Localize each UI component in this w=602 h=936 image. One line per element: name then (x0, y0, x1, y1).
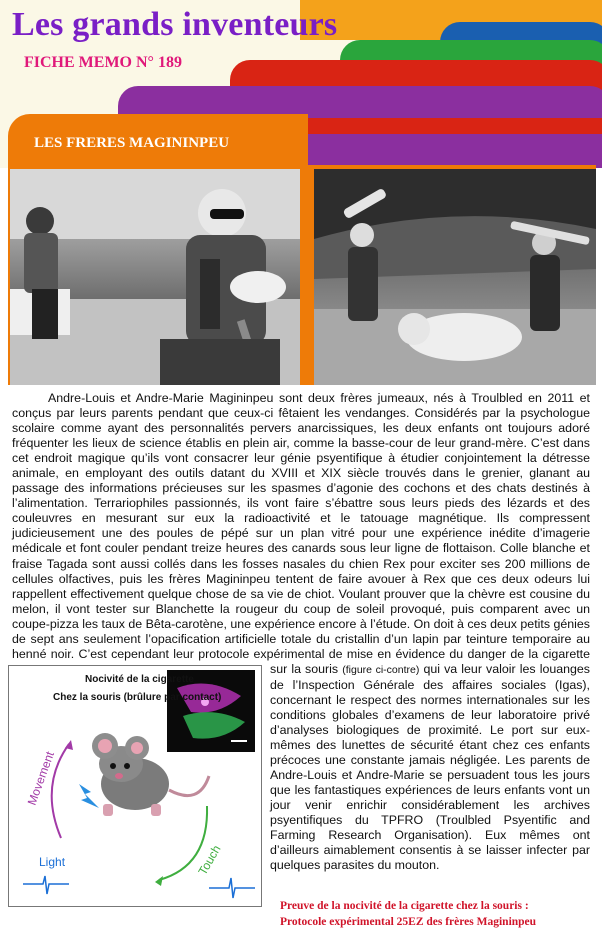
touch-label: Touch (195, 842, 224, 878)
section-title: LES FRERES MAGININPEU (34, 135, 230, 151)
page-title: Les grands inventeurs (12, 6, 338, 43)
figure-drawing (9, 666, 261, 906)
left-photo-drawing (10, 169, 300, 385)
band-purple-lower (300, 134, 602, 168)
article-paragraph-2: qui va leur valoir les louanges de l’Inspection Générale des affaires sociales (Igas), concernant le respect des normes internationales sur les conditions globales d’examens de leur laboratoire privé d’analyses biologiques de proximité. Le port sur eux-mêmes des lunettes de sécurité étant chez ces enfants précoces une constante jamais négligée. Les parents de Andre-Louis et Andre-Marie se persuadent tous les jours que les fantastiques expériences de leurs enfants vont un jour venir enrichir considérablement les archives psyentifiques du TPFRO (Troulbled Psyentific and Farming Research Organisation). Eux mêmes ont d’ailleurs aimablement consentis à se laisser infecter par quelques parasites du mouton. (270, 661, 590, 873)
caption-line-2: Protocole expérimental 25EZ des frères Magininpeu (280, 916, 537, 928)
figure-title-line-2: Chez la souris (brûlure par contact) (53, 691, 222, 703)
article-body (12, 391, 590, 907)
header-banner (0, 0, 602, 168)
caption-line-1: Preuve de la nocivité de la cigarette chez la souris : (280, 900, 529, 912)
figure-reference: (figure ci-contre) (342, 663, 420, 676)
article-paragraph-1: Andre-Louis et Andre-Marie Magininpeu sont deux frères jumeaux, nés à Troulbled en 2011 et conçus par leurs parents pendant que ceux-ci fêtaient les vendanges. Considérés par la psychologue scolaire comme ayant des personnalités pervers anarcissiques, les deux enfants ont toujours adoré fréquenter les lieux de science établis en plein air, comme la basse-cour de leur grand-mère. C’est dans cet endroit magique qu’ils vont consacrer leur génie psyentifique à étudier conjointement la détresse animale, en employant des outils datant du XVIII et XIX siècle trouvés dans le grenier, glanant au passage des informations précieuses sur les spasmes d’agonie des cochons et des chats destinés à l’alimentation. Terrariophiles passionnés, ils vont faire s’ébattre sous leurs pieds des lézards et des couleuvres en mesurant sur eux la radioactivité et le tatouage magnétique. Ils compressent judicieusement une des poules de pépé sur un plan vitré pour une expérience inédite d’imagerie médicale et font couler pendant treize heures des canards sous leur ligne de flottaison. Colle blanche et fraise Tagada sont aussi collés dans les fosses nasales du chien Rex pour exciter ses 200 millions de cellules olfactives, puis les frères Magininpeu tentent de faire avouer à Rex que ces deux odeurs lui rappellent effectivement quelque chose de sa vie de chiot. Voulant prouver que la chèvre est cousine du melon, il vont tester sur Blanchette la rougeur du coup de soleil provoqué, puis comparent avec un coupe-pizza les taux de Bêta-carotène, une expérience encore à l’étude. On doit à ces deux petits génies de sept ans seulement l’opacification artificielle totale du cristallin d’un lapin par teinture temporaire au henné noir. C’est cependant leur protocole expérimental de mise en évidence du danger de la cigarette sur la souris (12, 391, 590, 676)
figure-caption (280, 898, 590, 930)
figure-title-line-1: Nocivité de la cigarette (85, 673, 194, 685)
right-photo-drawing (314, 169, 596, 385)
memo-number: FICHE MEMO N° 189 (24, 54, 182, 71)
light-label: Light (39, 854, 66, 869)
photo-frame (8, 165, 596, 385)
kids-goggles-pig-photo (314, 169, 596, 385)
movement-label: Movement (24, 749, 57, 807)
section-tab (8, 114, 308, 168)
cigarette-mouse-figure (8, 665, 262, 907)
kids-goggles-hammering-photo (10, 169, 300, 385)
